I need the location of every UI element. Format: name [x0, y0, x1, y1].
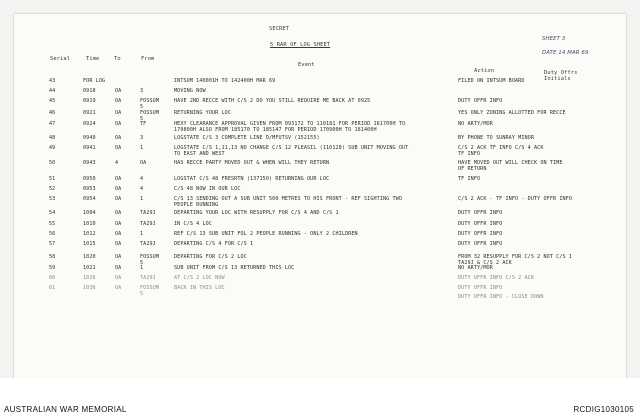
row-event: AT C/S 2 LOC NOW [174, 275, 225, 281]
row-action: DUTY OFFR INFO [458, 210, 503, 216]
row-time: 0953 [83, 186, 96, 192]
row-action: C/S 2 ACK - TF INFO - DUTY OFFR INFO [458, 196, 573, 202]
row-time: 0921 [83, 110, 96, 116]
row-time: 0941 [83, 145, 96, 151]
row-event: HAVE 2ND RECCE WITH C/S 2 DO YOU STILL REQUIRE ME BACK AT 0925 [174, 98, 371, 104]
row-time: 1012 [83, 231, 96, 237]
row-from: TA29J [140, 275, 156, 281]
row-from: TA29J [140, 241, 156, 247]
row-from: FOSSUM 5 [140, 285, 160, 297]
row-action: DUTY OFFR INFO [458, 98, 503, 104]
row-event: DEPARTING YOUR LOC WITH RESUPPLY FOR C/S 4 AND C/S 1 [174, 210, 339, 216]
row-to: OA [115, 231, 122, 237]
row-to: OA [115, 254, 122, 260]
footer-source: AUSTRALIAN WAR MEMORIAL [4, 405, 127, 414]
row-from: 3 [140, 88, 144, 94]
row-from: FOSSUM 5 [140, 110, 160, 122]
row-serial: 52 [49, 186, 56, 192]
row-action: FILED ON INTSUM BOARD [458, 78, 525, 84]
row-serial: 48 [49, 135, 56, 141]
row-time: 0954 [83, 196, 96, 202]
row-serial: 43 [49, 78, 56, 84]
row-serial: 59 [49, 265, 56, 271]
row-action: C/S 2 ACK TF INFO C/S 4 ACK TF INFO [458, 145, 544, 157]
row-from: 3 [140, 135, 144, 141]
row-action: DUTY OFFR INFO [458, 221, 503, 227]
row-event: LOGSTATE C/S 1,11,13 NO CHANGE C/S 12 PLEASIL (110128) SUB UNIT MOVING OUT TO EAST AND WEST [174, 145, 409, 157]
row-action: NO ARTY/MOR [458, 121, 493, 127]
row-time: 0924 [83, 121, 96, 127]
col-time: Time [86, 56, 100, 62]
row-to: OA [115, 275, 122, 281]
row-to: 4 [115, 160, 119, 166]
row-serial: 47 [49, 121, 56, 127]
row-from: 1 [140, 145, 144, 151]
row-time: 1026 [83, 275, 96, 281]
row-to: OA [115, 110, 122, 116]
row-action: YES ONLY ZONING ALLOTTED FOR RECCE [458, 110, 566, 116]
row-time: 1036 [83, 285, 96, 291]
row-time: 1004 [83, 210, 96, 216]
row-serial: 53 [49, 196, 56, 202]
col-from: From [141, 56, 155, 62]
row-time: 1015 [83, 241, 96, 247]
row-action: BY PHONE TO SUNRAY MINOR [458, 135, 535, 141]
row-from: TA29J [140, 221, 156, 227]
row-event: C/S 48 NOW IN OUR LOC [174, 186, 241, 192]
row-to: OA [115, 135, 122, 141]
row-to: OA [115, 88, 122, 94]
col-event: Event [298, 62, 315, 68]
row-serial: 61 [49, 285, 56, 291]
row-to: OA [115, 241, 122, 247]
row-action: DUTY OFFR INFO - CLOSE DOWN [458, 294, 544, 300]
row-event: LOGSTATE C/S 3 COMPLETE LINE D/MFUTSV (152155) [174, 135, 320, 141]
row-time: FOR LOG [83, 78, 106, 84]
row-serial: 49 [49, 145, 56, 151]
row-to: OA [115, 210, 122, 216]
row-event: MOVING NOW [174, 88, 206, 94]
row-time: 0943 [83, 160, 96, 166]
sheet-date: DATE 14 MAR 69 [542, 50, 589, 56]
row-serial: 44 [49, 88, 56, 94]
row-to: OA [115, 145, 122, 151]
footer-record-id: RCDIG1030105 [573, 405, 634, 414]
row-from: 1 [140, 231, 144, 237]
footer [0, 378, 640, 417]
row-event: REF C/S 13 SUB UNIT FOL 2 PEOPLE RUNNING - ONLY 2 CHILDREN [174, 231, 358, 237]
row-event: LOGSTAT C/S 48 FRESRTN (137150) RETURNING OUR LOC [174, 176, 330, 182]
row-serial: 57 [49, 241, 56, 247]
row-serial: 54 [49, 210, 56, 216]
row-time: 0919 [83, 98, 96, 104]
row-action: DUTY OFFR INFO C/S 2 ACK [458, 275, 535, 281]
row-to: OA [115, 121, 122, 127]
row-time: 0950 [83, 176, 96, 182]
row-serial: 56 [49, 231, 56, 237]
row-event: C/S 13 SENDING OUT A SUB UNIT 500 METRES TO HIS FRONT - REF SIGHTING TWO PEOPLE RUNNING [174, 196, 403, 208]
row-time: 0918 [83, 88, 96, 94]
row-event: DEPARTING C/S 4 FOR C/S 1 [174, 241, 254, 247]
row-to: OA [115, 186, 122, 192]
col-to: To [114, 56, 121, 62]
row-from: 1 [140, 265, 144, 271]
row-serial: 50 [49, 160, 56, 166]
col-duty-initials: Duty Offrs Initials [544, 70, 578, 82]
row-event: HAS RECCE PARTY MOVED OUT & WHEN WILL THEY RETURN [174, 160, 330, 166]
row-event: DEPARTING FOR C/S 2 LOC [174, 254, 247, 260]
row-action: DUTY OFFR INFO [458, 241, 503, 247]
classification-label: SECRET [269, 26, 290, 32]
row-serial: 46 [49, 110, 56, 116]
row-time: 1020 [83, 254, 96, 260]
row-from: FOSSUM 5 [140, 98, 160, 110]
row-time: 1010 [83, 221, 96, 227]
sheet-number: SHEET 3 [542, 36, 566, 42]
row-to: OA [115, 221, 122, 227]
row-action: DUTY OFFR INFO [458, 231, 503, 237]
row-action: FROM 32 RESUPPLY FOR C/S 2 NOT C/S 1 TA29J & C/S 2 ACK [458, 254, 573, 266]
col-action: Action [474, 68, 495, 74]
row-to: OA [115, 196, 122, 202]
row-from: OA [140, 160, 147, 166]
row-to: OA [115, 265, 122, 271]
row-from: TF [140, 121, 147, 127]
col-serial: Serial [50, 56, 71, 62]
row-from: TA29J [140, 210, 156, 216]
row-from: 4 [140, 176, 144, 182]
row-to: OA [115, 176, 122, 182]
row-serial: 60 [49, 275, 56, 281]
row-action: DUTY OFFR INFO [458, 285, 503, 291]
row-serial: 51 [49, 176, 56, 182]
log-sheet [14, 14, 626, 378]
row-action: TF INFO [458, 176, 481, 182]
row-from: 1 [140, 196, 144, 202]
row-action: NO ARTY/MOR [458, 265, 493, 271]
row-serial: 58 [49, 254, 56, 260]
row-from: FOSSUM 5 [140, 254, 160, 266]
row-time: 1021 [83, 265, 96, 271]
row-event: RETURNING YOUR LOC [174, 110, 232, 116]
row-time: 0940 [83, 135, 96, 141]
row-to: OA [115, 98, 122, 104]
row-action: HAVE MOVED OUT WILL CHECK ON TIME OF RETURN [458, 160, 563, 172]
row-event: IN C/S 4 LOC [174, 221, 213, 227]
row-serial: 45 [49, 98, 56, 104]
page-title: 5 RAR OF LOG SHEET [270, 42, 331, 48]
row-to: OA [115, 285, 122, 291]
row-event: INTSUM 140001H TO 142400H MAR 69 [174, 78, 276, 84]
row-event: BACK IN THIS LOC [174, 285, 225, 291]
row-event: HEXY CLEARANCE APPROVAL GIVEN FROM 093172 TO 110181 FOR PERIOD 161700H TO 170800H ALSO FROM 185170 TO 185147 FOR PERIOD 170900H TO 181400H [174, 121, 406, 133]
row-serial: 55 [49, 221, 56, 227]
row-event: SUB UNIT FROM C/S 13 RETURNED THIS LOC [174, 265, 295, 271]
row-from: 4 [140, 186, 144, 192]
